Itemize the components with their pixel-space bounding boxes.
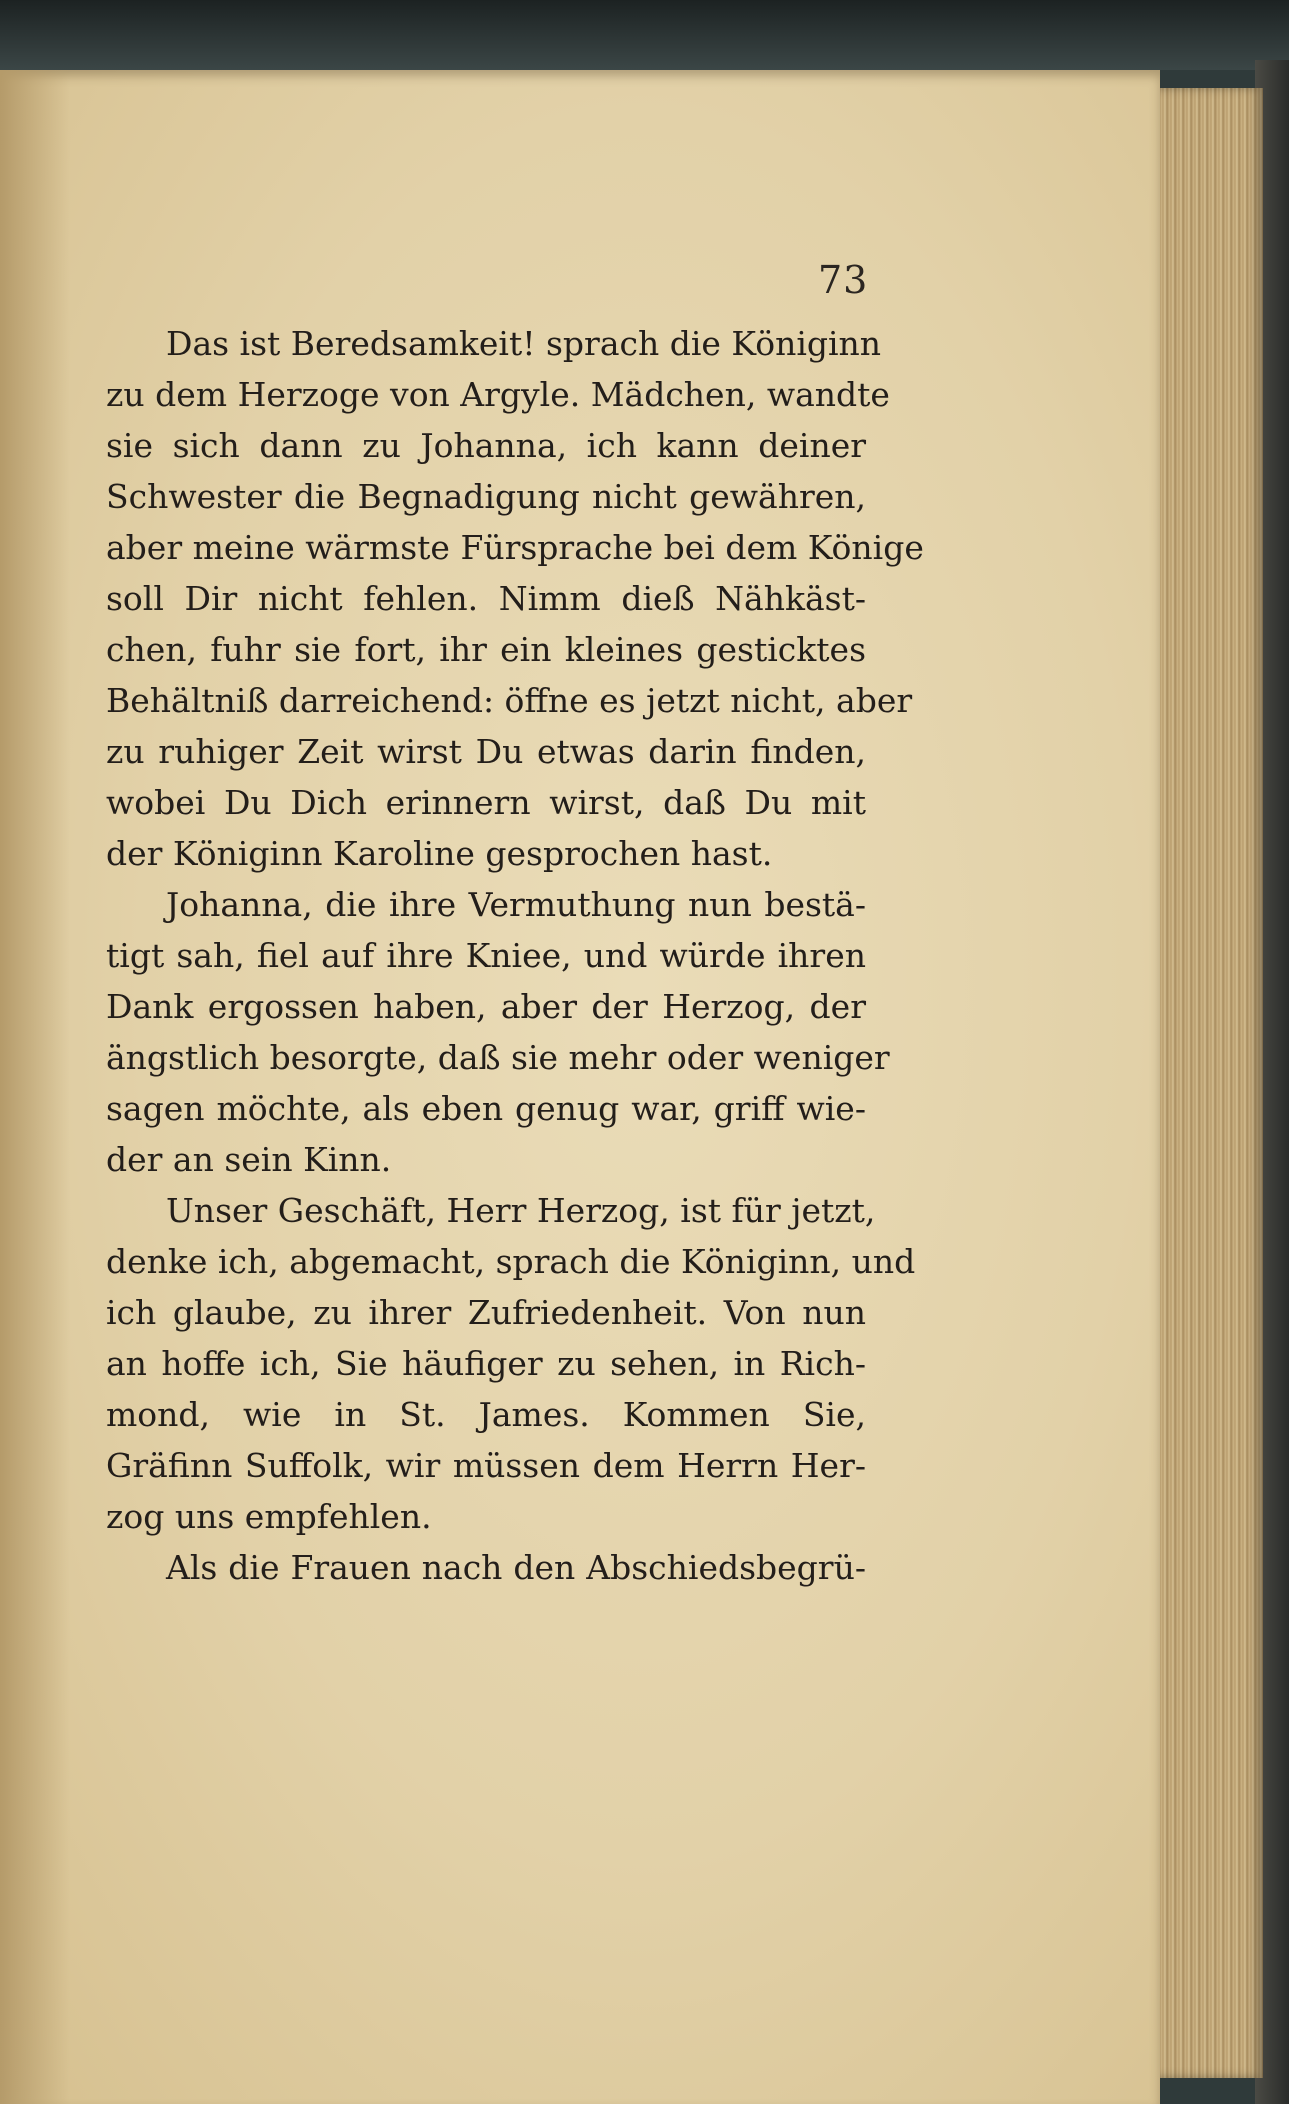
text-line: sagen möchte, als eben genug war, griff wie- — [106, 1089, 866, 1128]
text-line: zu ruhiger Zeit wirst Du etwas darin finden, — [106, 732, 866, 771]
text-line: mond, wie in St. James. Kommen Sie, — [106, 1395, 866, 1434]
text-line: denke ich, abgemacht, sprach die Königinn, und — [106, 1242, 916, 1281]
text-line: Als die Frauen nach den Abschiedsbegrü- — [166, 1548, 866, 1587]
text-line: Gräfinn Suffolk, wir müssen dem Herrn Her- — [106, 1446, 866, 1485]
text-line: Dank ergossen haben, aber der Herzog, der — [106, 987, 866, 1026]
text-line: der an sein Kinn. — [106, 1140, 392, 1179]
text-line: ich glaube, zu ihrer Zufriedenheit. Von nun — [106, 1293, 866, 1332]
text-line: zog uns empfehlen. — [106, 1497, 432, 1536]
text-line: an hoffe ich, Sie häufiger zu sehen, in Rich- — [106, 1344, 866, 1383]
text-line: wobei Du Dich erinnern wirst, daß Du mit — [106, 783, 866, 822]
text-line: Unser Geschäft, Herr Herzog, ist für jetzt, — [166, 1191, 876, 1230]
text-line: Schwester die Begnadigung nicht gewähren, — [106, 477, 866, 516]
text-line: soll Dir nicht fehlen. Nimm dieß Nähkäst- — [106, 579, 866, 618]
text-line: chen, fuhr sie fort, ihr ein kleines gesticktes — [106, 630, 866, 669]
text-line: aber meine wärmste Fürsprache bei dem Könige — [106, 528, 924, 567]
page-number: 73 — [818, 258, 869, 302]
text-line: zu dem Herzoge von Argyle. Mädchen, wandte — [106, 375, 890, 414]
text-line: Das ist Beredsamkeit! sprach die Königinn — [166, 324, 882, 363]
text-line: sie sich dann zu Johanna, ich kann deiner — [106, 426, 866, 465]
text-line: tigt sah, fiel auf ihre Kniee, und würde ihren — [106, 936, 866, 975]
body-text — [106, 318, 924, 1593]
text-line: Johanna, die ihre Vermuthung nun bestä- — [166, 885, 866, 924]
page-edges — [1150, 88, 1263, 2078]
scan-background-top — [0, 0, 1289, 70]
page-gutter — [0, 70, 70, 2104]
text-line: Behältniß darreichend: öffne es jetzt nicht, aber — [106, 681, 913, 720]
text-line: der Königinn Karoline gesprochen hast. — [106, 834, 773, 873]
text-line: ängstlich besorgte, daß sie mehr oder weniger — [106, 1038, 890, 1077]
